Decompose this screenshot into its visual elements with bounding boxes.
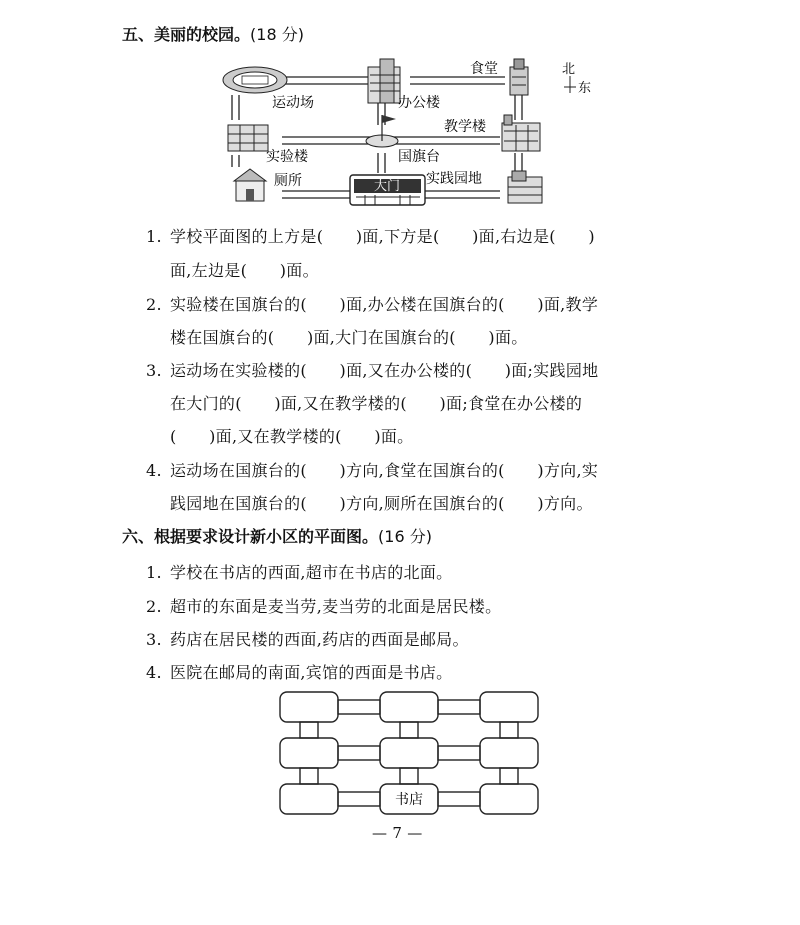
lab-building-icon [228,125,268,151]
connector [338,792,380,806]
section6-title: 六、根据要求设计新小区的平面图。 [122,527,379,546]
grid-cell-r2c1 [280,738,338,768]
s5-q2-line2: 楼在国旗台的( )面,大门在国旗台的( )面。 [170,328,528,347]
map-label-canteen: 食堂 [470,61,498,77]
s5-q2-line1: 2. 实验楼在国旗台的( )面,办公楼在国旗台的( )面,教学 [146,295,599,314]
s6-q1: 1. 学校在书店的西面,超市在书店的北面。 [146,563,453,582]
practice-garden-icon [508,171,542,203]
section6-score: (16 分) [378,527,432,546]
connector [300,768,318,784]
map-label-garden: 实践园地 [426,171,482,187]
grid-cell-r3c3 [480,784,538,814]
grid-cell-r1c2 [380,692,438,722]
map-label-office: 办公楼 [398,95,440,111]
page-number: — 7 — [372,824,423,842]
community-plan-grid [272,688,547,818]
canteen-icon [510,59,528,95]
s5-q3-line1: 3. 运动场在实验楼的( )面,又在办公楼的( )面;实践园地 [146,361,599,380]
s6-q4: 4. 医院在邮局的南面,宾馆的西面是书店。 [146,663,453,682]
s5-q1-line2: 面,左边是( )面。 [170,261,319,280]
toilet-icon [234,169,266,201]
connector [438,700,480,714]
section5-score: (18 分) [250,25,304,44]
bookstore-label: 书店 [395,792,423,808]
map-label-lab: 实验楼 [266,149,308,165]
connector [300,722,318,738]
grid-cell-r1c3 [480,692,538,722]
map-label-teaching: 教学楼 [444,119,486,135]
connector [438,746,480,760]
section6-heading [122,524,432,547]
connector [438,792,480,806]
section5-heading [122,22,304,45]
playground-icon [223,67,287,93]
map-label-playground: 运动场 [272,95,314,111]
section5-title: 五、美丽的校园。 [122,25,251,44]
connector [500,768,518,784]
connector [338,700,380,714]
s6-q3: 3. 药店在居民楼的西面,药店的西面是邮局。 [146,630,469,649]
connector [500,722,518,738]
s5-q1-line1: 1. 学校平面图的上方是( )面,下方是( )面,右边是( ) [146,227,595,246]
map-label-flag: 国旗台 [398,149,440,165]
compass-icon [562,62,591,96]
connector [400,722,418,738]
s5-q4-line2: 践园地在国旗台的( )方向,厕所在国旗台的( )方向。 [170,494,593,513]
compass-east-label: 东 [578,81,592,96]
campus-map [220,55,610,210]
teaching-building-icon [502,115,540,151]
office-building-icon [368,59,400,103]
gate-label: 大门 [373,179,401,194]
grid-cell-r3c1 [280,784,338,814]
grid-cell-r1c1 [280,692,338,722]
s6-q2: 2. 超市的东面是麦当劳,麦当劳的北面是居民楼。 [146,597,502,616]
s5-q3-line3: ( )面,又在教学楼的( )面。 [170,427,414,446]
connector [400,768,418,784]
map-label-toilet: 厕所 [274,173,302,189]
main-gate-icon [350,175,425,205]
s5-q4-line1: 4. 运动场在国旗台的( )方向,食堂在国旗台的( )方向,实 [146,461,599,480]
connector [338,746,380,760]
grid-cell-r2c3 [480,738,538,768]
s5-q3-line2: 在大门的( )面,又在教学楼的( )面;食堂在办公楼的 [170,394,583,413]
compass-north-label: 北 [562,62,576,77]
grid-cell-r2c2 [380,738,438,768]
flag-platform-icon [366,115,398,147]
